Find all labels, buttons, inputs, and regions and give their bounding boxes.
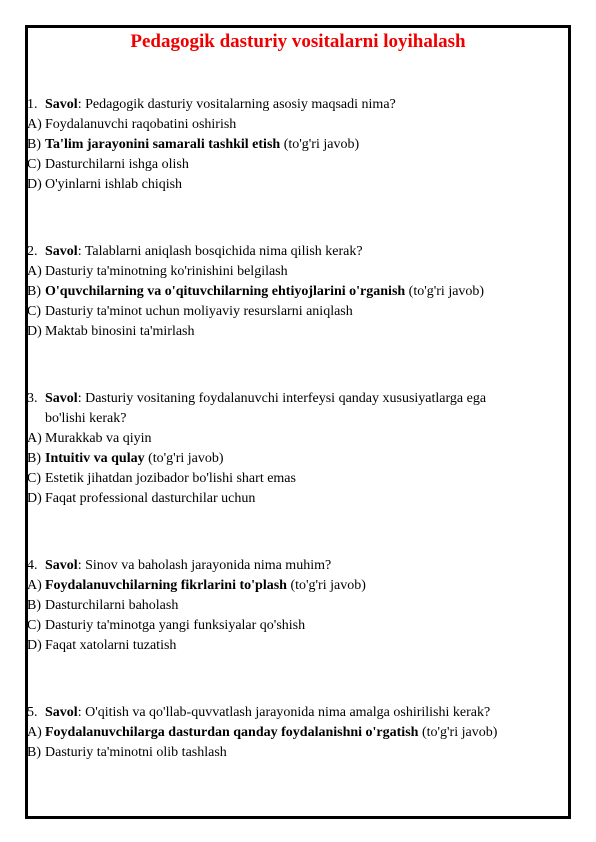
option-b-correct: B) Intuitiv va qulay (to'g'ri javob) bbox=[27, 451, 224, 466]
option-d: D) Faqat xatolarni tuzatish bbox=[27, 638, 177, 653]
option-b-correct: B) Ta'lim jarayonini samarali tashkil etish (to'g'ri javob) bbox=[27, 137, 360, 152]
option-d: D) O'yinlarni ishlab chiqish bbox=[27, 177, 183, 192]
question-label: Savol bbox=[45, 558, 78, 573]
option-a: A) Dasturiy ta'minotning ko'rinishini belgilash bbox=[27, 264, 288, 279]
question-text: : Sinov va baholash jarayonida nima muhim? bbox=[77, 558, 332, 573]
option-b-correct: B) O'quvchilarning va o'qituvchilarning ehtiyojlarini o'rganish (to'g'ri javob) bbox=[27, 284, 485, 299]
page-title: Pedagogik dasturiy vositalarni loyihalash bbox=[130, 31, 466, 52]
question-text: : Pedagogik dasturiy vositalarning asosiy maqsadi nima? bbox=[77, 97, 396, 112]
question-5 bbox=[27, 703, 527, 763]
question-label: Savol bbox=[45, 97, 78, 112]
option-a-correct: A) Foydalanuvchilarning fikrlarini to'plash (to'g'ri javob) bbox=[27, 578, 366, 593]
option-d: D) Maktab binosini ta'mirlash bbox=[27, 324, 195, 339]
question-number: 3. bbox=[27, 391, 38, 406]
option-a-correct: A) Foydalanuvchilarga dasturdan qanday foydalanishni o'rgatish (to'g'ri javob) bbox=[27, 725, 498, 740]
question-1 bbox=[27, 95, 527, 195]
option-c: C) Dasturiy ta'minotga yangi funksiyalar qo'shish bbox=[27, 618, 306, 633]
question-label: Savol bbox=[45, 705, 78, 720]
question-number: 1. bbox=[27, 97, 38, 112]
option-b: B) Dasturiy ta'minotni olib tashlash bbox=[27, 745, 227, 760]
option-a: A) Foydalanuvchi raqobatini oshirish bbox=[27, 117, 237, 132]
option-b: B) Dasturchilarni baholash bbox=[27, 598, 179, 613]
question-label: Savol bbox=[45, 391, 78, 406]
question-4 bbox=[27, 556, 527, 656]
option-c: C) Dasturchilarni ishga olish bbox=[27, 157, 189, 172]
option-c: C) Dasturiy ta'minot uchun moliyaviy resurslarni aniqlash bbox=[27, 304, 353, 319]
question-text: : Talablarni aniqlash bosqichida nima qilish kerak? bbox=[77, 244, 363, 259]
question-label: Savol bbox=[45, 244, 78, 259]
question-2 bbox=[27, 242, 527, 342]
question-number: 2. bbox=[27, 244, 38, 259]
question-3 bbox=[27, 389, 527, 509]
question-number: 5. bbox=[27, 705, 38, 720]
question-text: : O'qitish va qo'llab-quvvatlash jarayonida nima amalga oshirilishi kerak? bbox=[77, 705, 491, 720]
option-d: D) Faqat professional dasturchilar uchun bbox=[27, 491, 256, 506]
option-a: A) Murakkab va qiyin bbox=[27, 431, 152, 446]
option-c: C) Estetik jihatdan jozibador bo'lishi shart emas bbox=[27, 471, 296, 486]
question-text: : Dasturiy vositaning foydalanuvchi interfeysi qanday xususiyatlarga ega bo'lishi kerak? bbox=[45, 391, 487, 426]
question-number: 4. bbox=[27, 558, 38, 573]
